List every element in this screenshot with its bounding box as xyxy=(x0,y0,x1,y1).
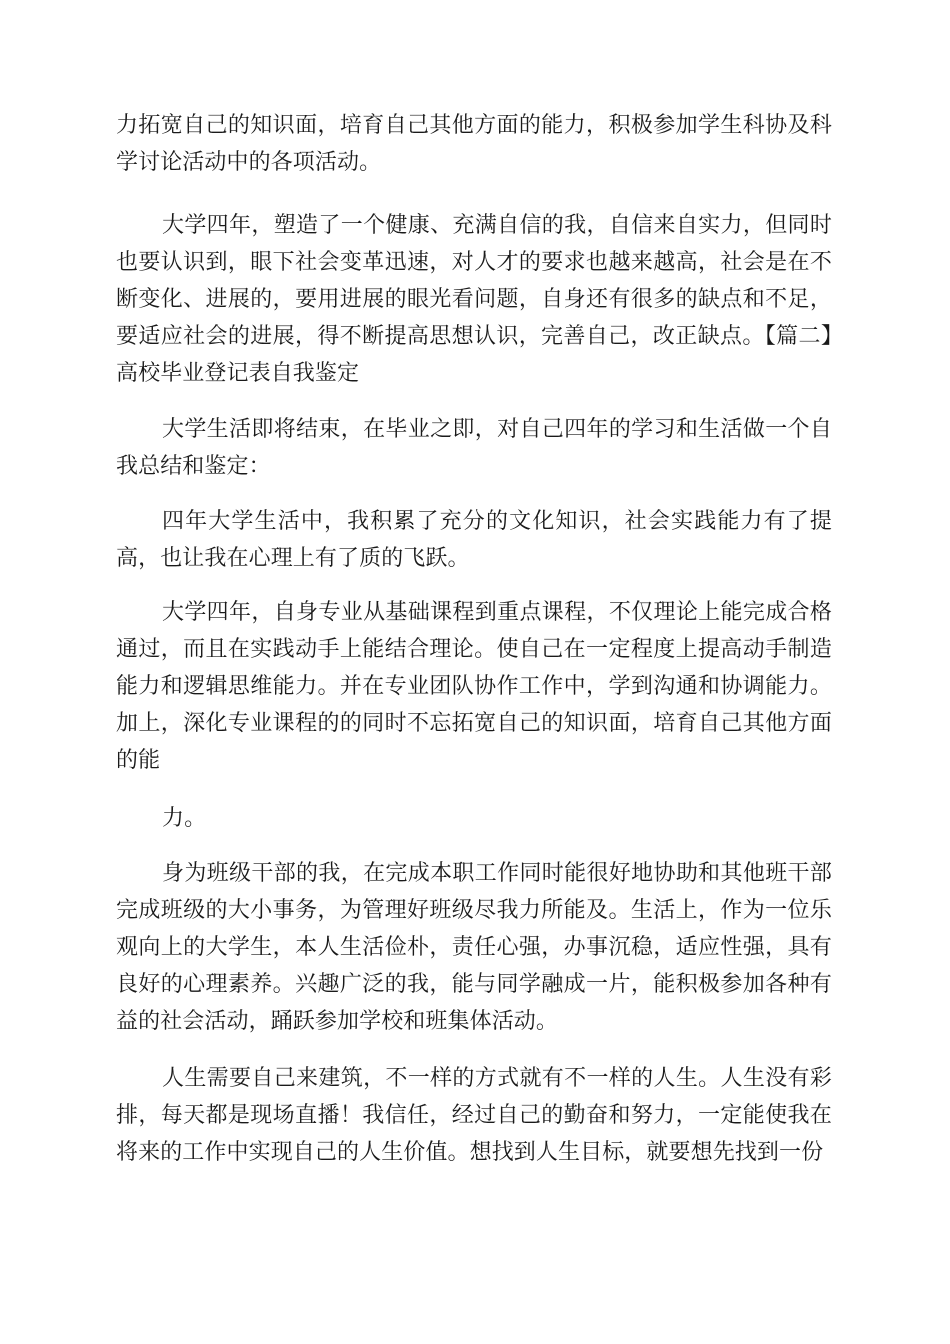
paragraph-text: 大学生活即将结束，在毕业之即，对自己四年的学习和生活做一个自我总结和鉴定： xyxy=(116,417,832,479)
paragraph-four-years-self-confidence xyxy=(116,207,832,392)
paragraph-continuation-activities xyxy=(116,107,832,181)
paragraph-text: 大学四年，塑造了一个健康、充满自信的我，自信来自实力，但同时也要认识到，眼下社会变革迅速，对人才的要求也越来越高，社会是在不断变化、进展的，要用进展的眼光看问题，自身还有很多的缺点和不足，要适应社会的进展，得不断提高思想认识，完善自己，改正缺点。【篇二】高校毕业登记表自我鉴定 xyxy=(116,213,832,386)
paragraph-text: 人生需要自己来建筑，不一样的方式就有不一样的人生。人生没有彩排，每天都是现场直播！我信任，经过自己的勤奋和努力，一定能使我在将来的工作中实现自己的人生价值。想找到人生目标，就要想先找到一份 xyxy=(116,1066,832,1165)
paragraph-life-goals xyxy=(116,1060,832,1171)
paragraph-text: 力拓宽自己的知识面，培育自己其他方面的能力，积极参加学生科协及科学讨论活动中的各项活动。 xyxy=(116,113,832,175)
paragraph-knowledge-accumulation xyxy=(116,503,832,577)
paragraph-professional-courses xyxy=(116,594,832,779)
paragraph-ability-fragment xyxy=(116,800,832,837)
paragraph-graduation-summary xyxy=(116,411,832,485)
paragraph-text: 四年大学生活中，我积累了充分的文化知识，社会实践能力有了提高，也让我在心理上有了质的飞跃。 xyxy=(116,509,832,571)
paragraph-class-cadre xyxy=(116,855,832,1040)
paragraph-text: 力。 xyxy=(162,806,207,831)
paragraph-text: 身为班级干部的我，在完成本职工作同时能很好地协助和其他班干部完成班级的大小事务，为管理好班级尽我力所能及。生活上，作为一位乐观向上的大学生，本人生活俭朴，责任心强，办事沉稳，适应性强，具有良好的心理素养。兴趣广泛的我，能与同学融成一片，能积极参加各种有益的社会活动，踊跃参加学校和班集体活动。 xyxy=(116,861,832,1034)
paragraph-text: 大学四年，自身专业从基础课程到重点课程，不仅理论上能完成合格通过，而且在实践动手上能结合理论。使自己在一定程度上提高动手制造能力和逻辑思维能力。并在专业团队协作工作中，学到沟通和协调能力。加上，深化专业课程的的同时不忘拓宽自己的知识面，培育自己其他方面的能 xyxy=(116,600,832,773)
